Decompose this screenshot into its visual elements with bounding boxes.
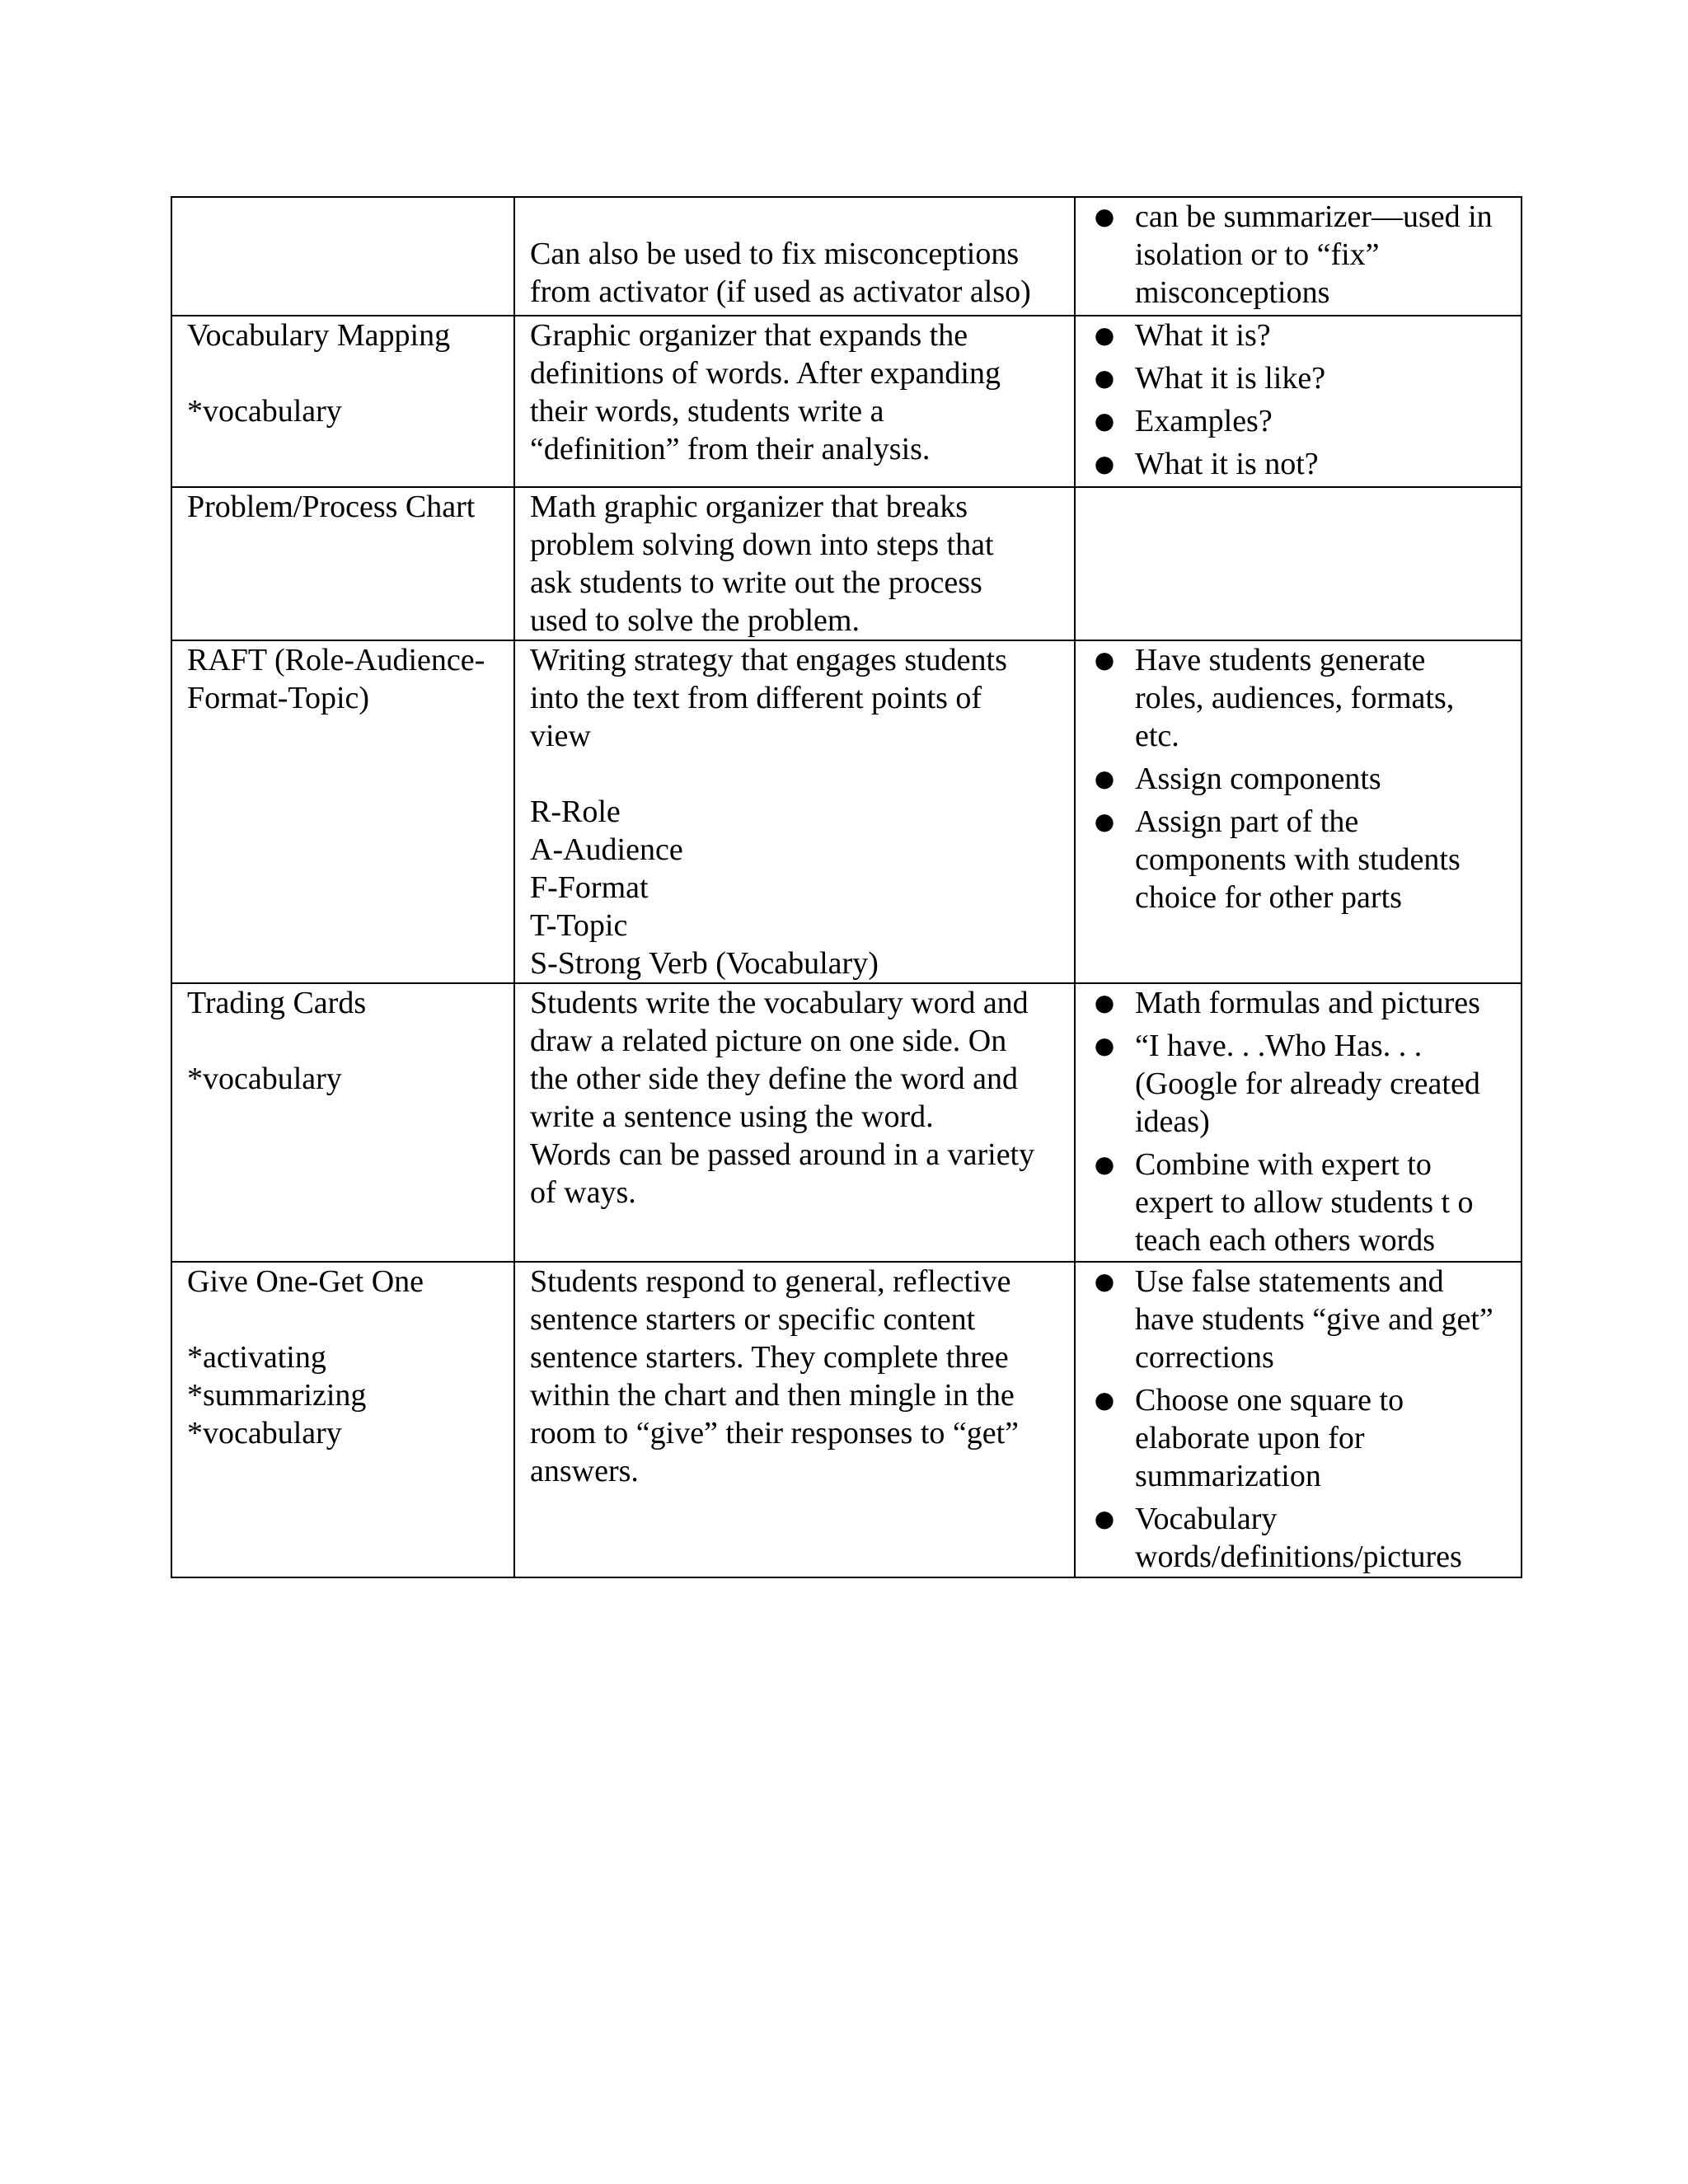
bullet-icon: ● bbox=[1094, 450, 1115, 477]
description-line: draw a related picture on one side. On bbox=[530, 1024, 1007, 1058]
tip-line: Assign components bbox=[1135, 762, 1381, 796]
strategy-name: Give One-Get One bbox=[187, 1264, 424, 1299]
tips-list bbox=[1090, 1263, 1509, 1576]
bullet-icon: ● bbox=[1094, 1386, 1115, 1413]
strategy-cell bbox=[171, 197, 514, 316]
description-line: T-Topic bbox=[530, 908, 628, 943]
table-row bbox=[171, 316, 1522, 487]
description-line: within the chart and then mingle in the bbox=[530, 1378, 1015, 1413]
tips-cell bbox=[1075, 316, 1522, 487]
table-row bbox=[171, 197, 1522, 316]
list-item bbox=[1090, 198, 1509, 312]
description-line: Math graphic organizer that breaks bbox=[530, 490, 968, 524]
tip-line: Assign part of the bbox=[1135, 804, 1359, 839]
tips-cell bbox=[1075, 983, 1522, 1262]
strategy-tag: *vocabulary bbox=[187, 1416, 342, 1451]
tip-line: teach each others words bbox=[1135, 1223, 1436, 1258]
description-line: R-Role bbox=[530, 794, 621, 829]
tips-cell bbox=[1075, 1262, 1522, 1577]
table-row bbox=[171, 1262, 1522, 1577]
table-row bbox=[171, 487, 1522, 640]
list-item bbox=[1090, 1027, 1509, 1141]
tip-line: components with students bbox=[1135, 842, 1461, 877]
strategy-cell bbox=[171, 983, 514, 1262]
bullet-icon: ● bbox=[1094, 203, 1115, 230]
tip-line: ideas) bbox=[1135, 1104, 1210, 1139]
description-line: used to solve the problem. bbox=[530, 603, 860, 638]
description-line: Writing strategy that engages students bbox=[530, 643, 1007, 677]
list-item bbox=[1090, 316, 1509, 354]
tip-line: roles, audiences, formats, bbox=[1135, 681, 1455, 715]
tips-cell bbox=[1075, 487, 1522, 640]
description-line: sentence starters or specific content bbox=[530, 1302, 976, 1337]
strategy-name: Trading Cards bbox=[187, 986, 367, 1020]
description-line: write a sentence using the word. bbox=[530, 1099, 934, 1134]
description-line: the other side they define the word and bbox=[530, 1062, 1018, 1096]
description-line: Graphic organizer that expands the bbox=[530, 318, 968, 353]
list-item bbox=[1090, 641, 1509, 755]
description-line: Students respond to general, reflective bbox=[530, 1264, 1011, 1299]
strategy-name: Vocabulary Mapping bbox=[187, 318, 451, 353]
bullet-icon: ● bbox=[1094, 321, 1115, 349]
description-line: room to “give” their responses to “get” bbox=[530, 1416, 1020, 1451]
list-item bbox=[1090, 1263, 1509, 1376]
description-line: view bbox=[530, 719, 591, 753]
description-line: F-Format bbox=[530, 870, 649, 905]
bullet-icon: ● bbox=[1094, 1505, 1115, 1532]
tips-list bbox=[1090, 984, 1509, 1259]
description-line: Students write the vocabulary word and bbox=[530, 986, 1029, 1020]
description-line: “definition” from their analysis. bbox=[530, 432, 931, 466]
description-line: into the text from different points of bbox=[530, 681, 982, 715]
tip-line: Math formulas and pictures bbox=[1135, 986, 1480, 1020]
tips-cell bbox=[1075, 197, 1522, 316]
list-item bbox=[1090, 984, 1509, 1022]
list-item bbox=[1090, 803, 1509, 916]
strategy-tag: *vocabulary bbox=[187, 1062, 342, 1096]
tip-line: What it is like? bbox=[1135, 361, 1326, 396]
description-line: S-Strong Verb (Vocabulary) bbox=[530, 946, 879, 981]
tip-line: expert to allow students t o bbox=[1135, 1185, 1474, 1220]
description-line: sentence starters. They complete three bbox=[530, 1340, 1009, 1375]
tip-line: (Google for already created bbox=[1135, 1066, 1480, 1101]
description-cell bbox=[514, 983, 1075, 1262]
tip-line: choice for other parts bbox=[1135, 880, 1402, 915]
tip-line: can be summarizer—used in bbox=[1135, 199, 1493, 234]
list-item bbox=[1090, 359, 1509, 397]
description-line: A-Audience bbox=[530, 832, 683, 867]
description-line: from activator (if used as activator also) bbox=[530, 274, 1031, 309]
tips-list bbox=[1090, 641, 1509, 916]
tip-line: misconceptions bbox=[1135, 275, 1330, 310]
strategy-tag: *vocabulary bbox=[187, 394, 342, 429]
bullet-icon: ● bbox=[1094, 364, 1115, 391]
description-cell bbox=[514, 316, 1075, 487]
list-item bbox=[1090, 760, 1509, 798]
description-line: their words, students write a bbox=[530, 394, 884, 429]
description-cell bbox=[514, 1262, 1075, 1577]
tip-line: corrections bbox=[1135, 1340, 1274, 1375]
list-item bbox=[1090, 1146, 1509, 1259]
list-item bbox=[1090, 445, 1509, 483]
strategy-name: RAFT (Role-Audience- bbox=[187, 643, 485, 677]
bullet-icon: ● bbox=[1094, 646, 1115, 673]
strategy-cell bbox=[171, 487, 514, 640]
strategy-tag: Format-Topic) bbox=[187, 681, 370, 715]
description-line: Can also be used to fix misconceptions bbox=[530, 237, 1020, 271]
tip-line: Use false statements and bbox=[1135, 1264, 1444, 1299]
tip-line: summarization bbox=[1135, 1459, 1321, 1493]
bullet-icon: ● bbox=[1094, 1151, 1115, 1178]
table-body bbox=[171, 197, 1522, 1577]
tip-line: etc. bbox=[1135, 719, 1179, 753]
strategy-tag: *summarizing bbox=[187, 1378, 367, 1413]
description-line: problem solving down into steps that bbox=[530, 527, 994, 562]
description-line: answers. bbox=[530, 1454, 639, 1488]
tips-cell bbox=[1075, 640, 1522, 983]
tip-line: “I have. . .Who Has. . . bbox=[1135, 1029, 1423, 1063]
bullet-icon: ● bbox=[1094, 1032, 1115, 1059]
tip-line: What it is? bbox=[1135, 318, 1271, 353]
bullet-icon: ● bbox=[1094, 808, 1115, 835]
description-line: definitions of words. After expanding bbox=[530, 356, 1001, 391]
list-item bbox=[1090, 1500, 1509, 1576]
bullet-icon: ● bbox=[1094, 765, 1115, 792]
strategy-tag: *activating bbox=[187, 1340, 326, 1375]
list-item bbox=[1090, 402, 1509, 440]
tips-list bbox=[1090, 316, 1509, 483]
tip-line: elaborate upon for bbox=[1135, 1421, 1365, 1455]
list-item bbox=[1090, 1381, 1509, 1495]
strategy-name: Problem/Process Chart bbox=[187, 490, 476, 524]
strategies-table bbox=[171, 196, 1522, 1578]
tip-line: What it is not? bbox=[1135, 447, 1319, 481]
tips-list bbox=[1090, 198, 1509, 312]
strategy-cell bbox=[171, 1262, 514, 1577]
tip-line: have students “give and get” bbox=[1135, 1302, 1493, 1337]
description-cell bbox=[514, 640, 1075, 983]
description-line: of ways. bbox=[530, 1175, 636, 1210]
description-line: Words can be passed around in a variety bbox=[530, 1137, 1035, 1172]
description-cell bbox=[514, 487, 1075, 640]
tip-line: Vocabulary bbox=[1135, 1502, 1278, 1536]
tip-line: isolation or to “fix” bbox=[1135, 237, 1380, 272]
bullet-icon: ● bbox=[1094, 1268, 1115, 1295]
tip-line: Combine with expert to bbox=[1135, 1147, 1432, 1182]
strategy-cell bbox=[171, 640, 514, 983]
tip-line: Have students generate bbox=[1135, 643, 1426, 677]
table-row bbox=[171, 640, 1522, 983]
description-line: ask students to write out the process bbox=[530, 565, 982, 600]
description-cell bbox=[514, 197, 1075, 316]
tip-line: Examples? bbox=[1135, 404, 1273, 438]
bullet-icon: ● bbox=[1094, 407, 1115, 434]
tip-line: words/definitions/pictures bbox=[1135, 1540, 1462, 1574]
bullet-icon: ● bbox=[1094, 989, 1115, 1016]
strategy-cell bbox=[171, 316, 514, 487]
table-row bbox=[171, 983, 1522, 1262]
tip-line: Choose one square to bbox=[1135, 1383, 1404, 1418]
